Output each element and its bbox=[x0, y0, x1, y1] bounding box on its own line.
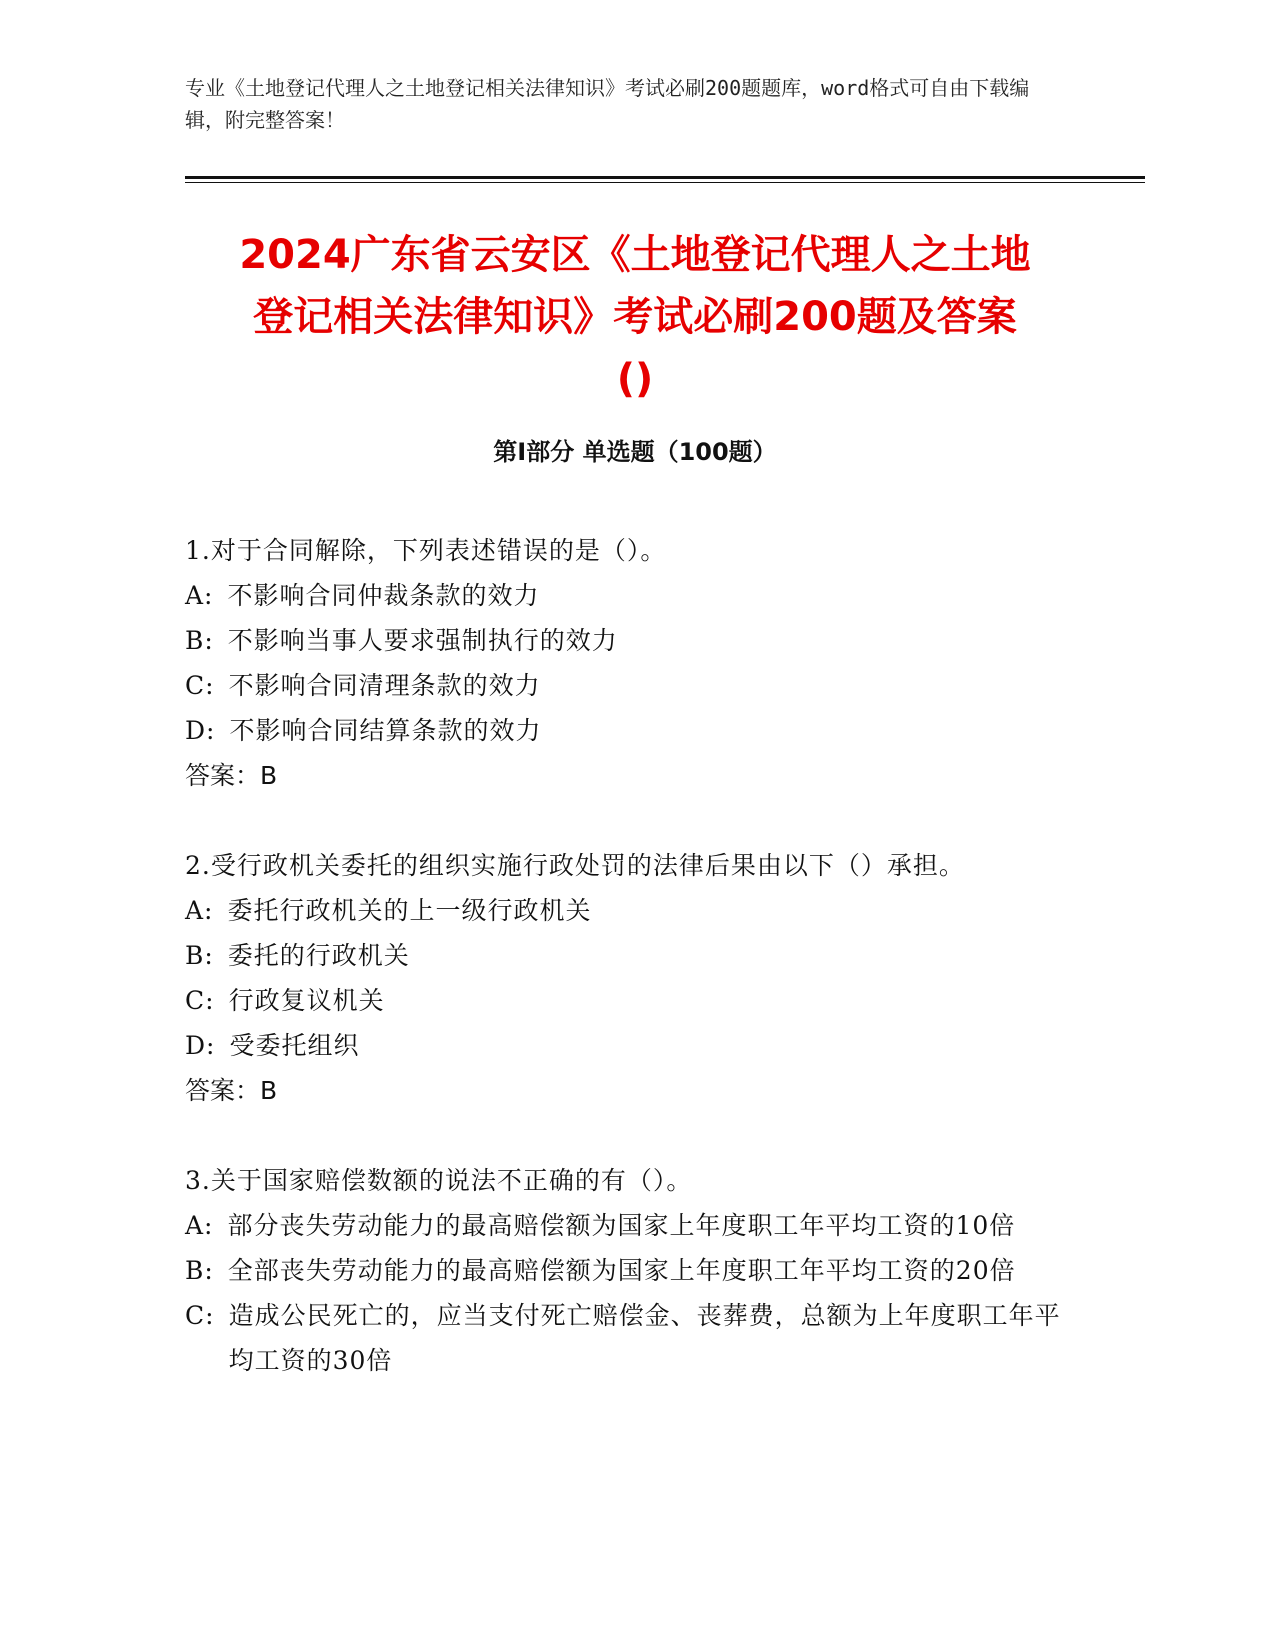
question-2 bbox=[185, 843, 1075, 1113]
option-letter: A: bbox=[185, 1211, 214, 1240]
option-d bbox=[185, 1023, 1075, 1068]
option-c bbox=[185, 978, 1075, 1023]
option-text: 不影响合同清理条款的效力 bbox=[228, 671, 541, 700]
question-stem: 3.关于国家赔偿数额的说法不正确的有（）。 bbox=[185, 1166, 693, 1195]
option-letter: C: bbox=[185, 986, 215, 1015]
answer-value: B bbox=[260, 1076, 278, 1105]
section-heading: 第I部分 单选题（100题） bbox=[493, 438, 777, 466]
title-line-3: () bbox=[616, 356, 654, 402]
option-letter: B: bbox=[185, 626, 214, 655]
header-note: 专业《土地登记代理人之土地登记相关法律知识》考试必刷200题题库，word格式可自由下载编辑，附完整答案！ bbox=[185, 76, 1030, 132]
question-list bbox=[185, 528, 1075, 1428]
option-letter: C: bbox=[185, 671, 215, 700]
option-text: 不影响合同结算条款的效力 bbox=[229, 716, 542, 745]
option-text: 委托的行政机关 bbox=[227, 941, 410, 970]
option-letter: A: bbox=[185, 896, 214, 925]
option-text: 全部丧失劳动能力的最高赔偿额为国家上年度职工年平均工资的20倍 bbox=[227, 1256, 1016, 1285]
option-a bbox=[185, 1203, 1075, 1248]
option-letter: A: bbox=[185, 581, 214, 610]
option-a bbox=[185, 573, 1075, 618]
header-divider-thick bbox=[185, 176, 1145, 179]
option-text: 行政复议机关 bbox=[228, 986, 385, 1015]
option-text: 部分丧失劳动能力的最高赔偿额为国家上年度职工年平均工资的10倍 bbox=[227, 1211, 1016, 1240]
question-3 bbox=[185, 1158, 1075, 1383]
option-text: 不影响当事人要求强制执行的效力 bbox=[227, 626, 618, 655]
header-divider-thin bbox=[185, 182, 1145, 183]
option-b bbox=[185, 618, 1075, 663]
option-b bbox=[185, 1248, 1075, 1293]
title-line-1: 2024广东省云安区《土地登记代理人之土地 bbox=[239, 232, 1031, 278]
answer-line bbox=[185, 1068, 1075, 1113]
answer-value: B bbox=[260, 761, 278, 790]
answer-prefix: 答案： bbox=[185, 761, 261, 790]
answer-prefix: 答案： bbox=[185, 1076, 261, 1105]
question-1 bbox=[185, 528, 1075, 798]
option-text: 受委托组织 bbox=[229, 1031, 360, 1060]
option-c bbox=[185, 1293, 1075, 1383]
question-stem: 1.对于合同解除，下列表述错误的是（）。 bbox=[185, 536, 667, 565]
option-letter: B: bbox=[185, 1256, 214, 1285]
option-letter: C: bbox=[185, 1301, 215, 1330]
document-title bbox=[185, 224, 1085, 410]
option-text: 造成公民死亡的，应当支付死亡赔偿金、丧葬费，总额为上年度职工年平均工资的30倍 bbox=[228, 1301, 1061, 1375]
option-letter: B: bbox=[185, 941, 214, 970]
option-b bbox=[185, 933, 1075, 978]
option-a bbox=[185, 888, 1075, 933]
option-text: 委托行政机关的上一级行政机关 bbox=[227, 896, 592, 925]
option-d bbox=[185, 708, 1075, 753]
title-line-2: 登记相关法律知识》考试必刷200题及答案 bbox=[253, 294, 1017, 340]
option-text: 不影响合同仲裁条款的效力 bbox=[227, 581, 540, 610]
answer-line bbox=[185, 753, 1075, 798]
question-stem: 2.受行政机关委托的组织实施行政处罚的法律后果由以下（）承担。 bbox=[185, 851, 965, 880]
option-letter: D: bbox=[185, 716, 216, 745]
option-letter: D: bbox=[185, 1031, 216, 1060]
option-c bbox=[185, 663, 1075, 708]
